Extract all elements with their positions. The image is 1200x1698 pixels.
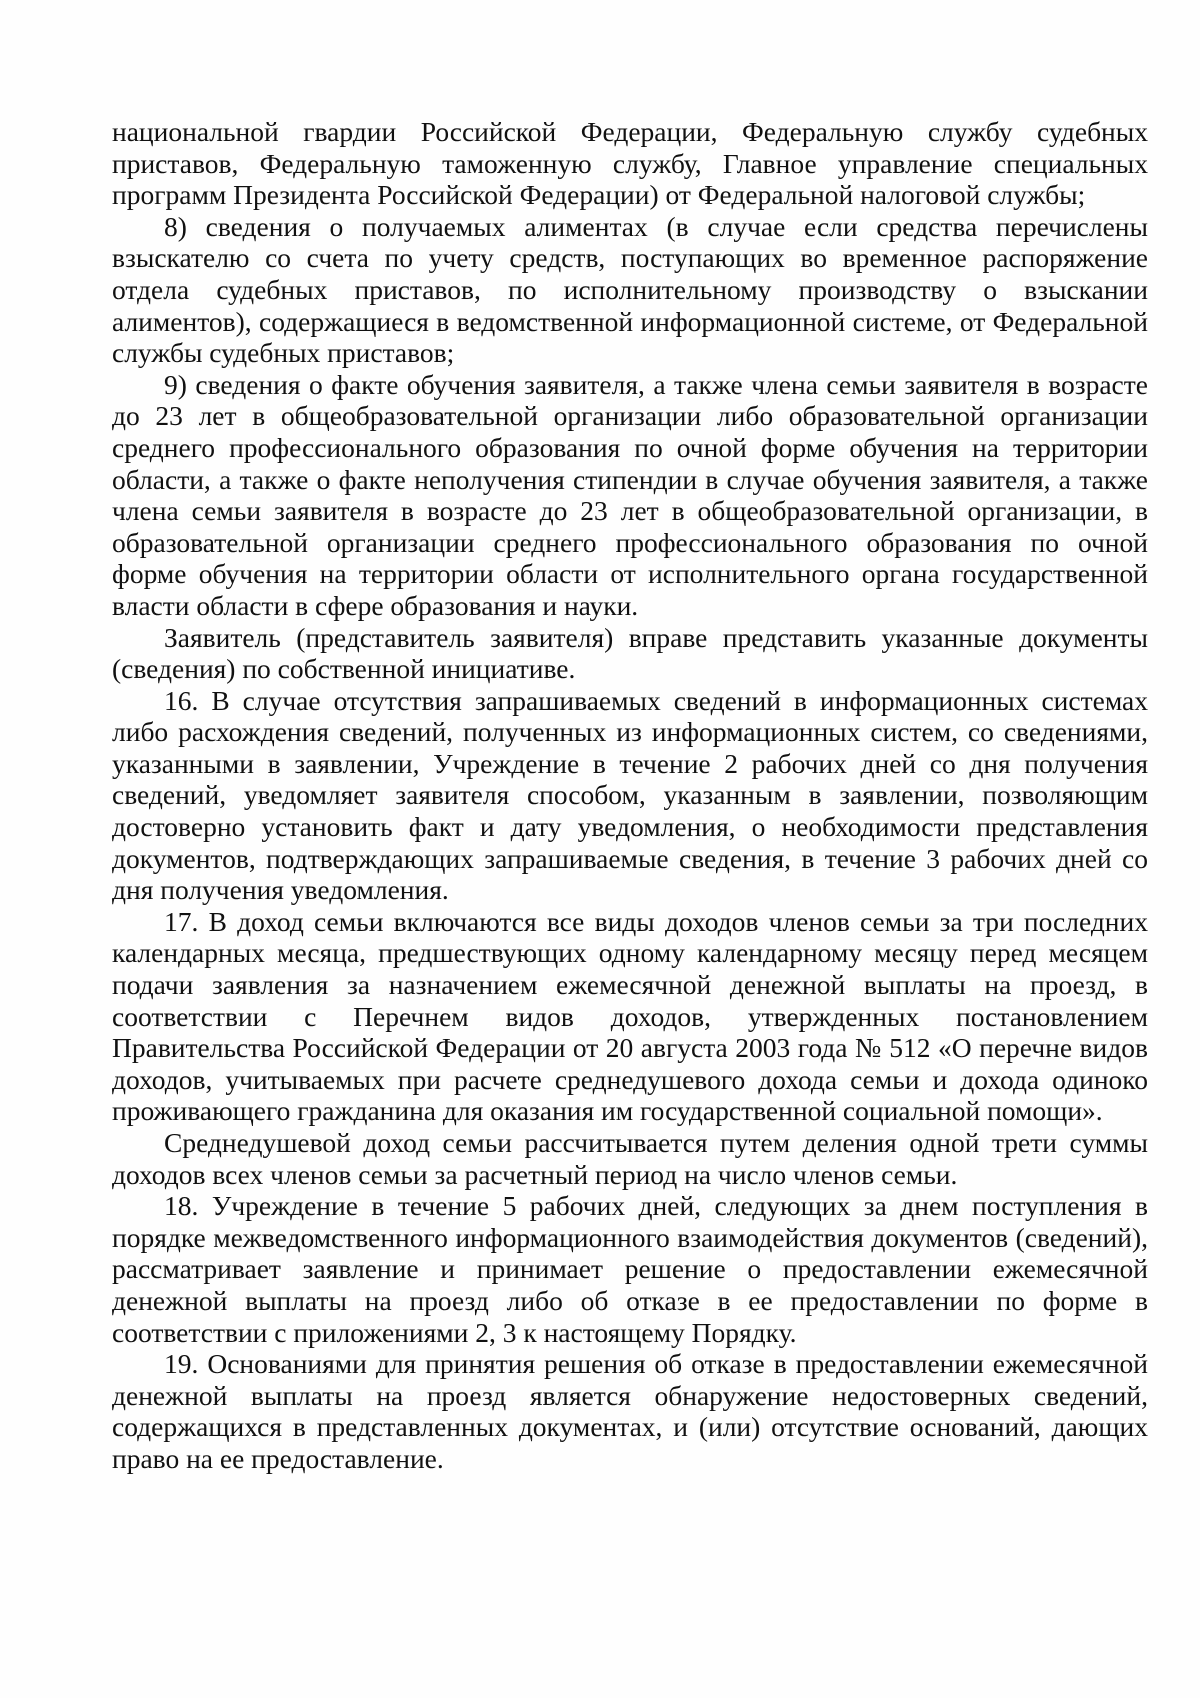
- paragraph-clause-17: 17. В доход семьи включаются все виды доходов членов семьи за три последних календарных месяца, предшествующих одному календарному месяцу перед месяцем подачи заявления за назначением ежемесячной денежной выплаты на проезд, в соответствии с Перечнем видов доходов, утвержденных постановлением Правительства Российской Федерации от 20 августа 2003 года № 512 «О перечне видов доходов, учитываемых при расчете среднедушевого дохода семьи и дохода одиноко проживающего гражданина для оказания им государственной социальной помощи».: [112, 905, 1148, 1127]
- paragraph-item-9: 9) сведения о факте обучения заявителя, а также члена семьи заявителя в возрасте до 23 лет в общеобразовательной организации либо образовательной организации среднего профессионального образования по очной форме обучения на территории области, а также о факте неполучения стипендии в случае обучения заявителя, а также члена семьи заявителя в возрасте до 23 лет в общеобразовательной организации, в образовательной организации среднего профессионального образования по очной форме обучения на территории области от исполнительного органа государственной власти области в сфере образования и науки.: [112, 368, 1148, 621]
- paragraph-clause-18: 18. Учреждение в течение 5 рабочих дней, следующих за днем поступления в порядке межведомственного информационного взаимодействия документов (сведений), рассматривает заявление и принимает решение о предоставлении ежемесячной денежной выплаты на проезд либо об отказе в ее предоставлении по форме в соответствии с приложениями 2, 3 к настоящему Порядку.: [112, 1190, 1148, 1348]
- paragraph-clause-16: 16. В случае отсутствия запрашиваемых сведений в информационных системах либо расхождения сведений, полученных из информационных систем, со сведениями, указанными в заявлении, Учреждение в течение 2 рабочих дней со дня получения сведений, уведомляет заявителя способом, указанным в заявлении, позволяющим достоверно установить факт и дату уведомления, о необходимости представления документов, подтверждающих запрашиваемые сведения, в течение 3 рабочих дней со дня получения уведомления.: [112, 684, 1148, 906]
- paragraph-applicant-right: Заявитель (представитель заявителя) вправе представить указанные документы (сведения) по собственной инициативе.: [112, 621, 1148, 685]
- paragraph-average-income: Среднедушевой доход семьи рассчитывается путем деления одной трети суммы доходов всех членов семьи за расчетный период на число членов семьи.: [112, 1127, 1148, 1190]
- document-body: [112, 116, 1148, 1475]
- paragraph-item-8: 8) сведения о получаемых алиментах (в случае если средства перечислены взыскателю со счета по учету средств, поступающих во временное распоряжение отдела судебных приставов, по исполнительному производству о взыскании алиментов), содержащиеся в ведомственной информационной системе, от Федеральной службы судебных приставов;: [112, 210, 1148, 369]
- paragraph-clause-19: 19. Основаниями для принятия решения об отказе в предоставлении ежемесячной денежной выплаты на проезд является обнаружение недостоверных сведений, содержащихся в представленных документах, и (или) отсутствие оснований, дающих право на ее предоставление.: [112, 1348, 1148, 1474]
- paragraph-continuation: национальной гвардии Российской Федерации, Федеральную службу судебных приставов, Федеральную таможенную службу, Главное управление специальных программ Президента Российской Федерации) от Федеральной налоговой службы;: [112, 116, 1148, 211]
